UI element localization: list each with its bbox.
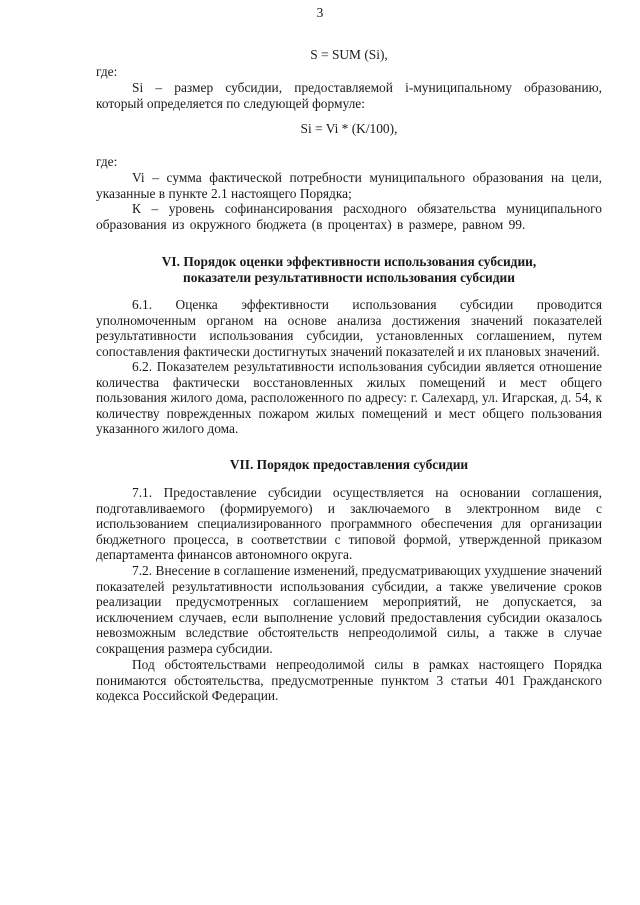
section-6-title-line1: VI. Порядок оценки эффективности использования субсидии, [161,254,537,269]
formula-si: Si = Vi * (K/100), [300,121,398,136]
si-definition-line1: Si – размер субсидии, предоставляемой i-муниципальному образованию, [132,80,602,95]
where-label-2: где: [96,154,118,169]
section-7-title: VII. Порядок предоставления субсидии [229,457,469,472]
formula-total: S = SUM (Si), [310,47,388,62]
section-6-title-line2: показатели результативности использования субсидии [183,270,515,285]
paragraph-6-2: 6.2. Показателем результативности использования субсидии является отношение количества фактически восстановленных жилых помещений и мест общего пользования жилого дома, расположенного по адресу: г. Салехард, ул. Игарская, д. 54, к количеству поврежденных пожаром жилых помещений и мест общего пользования указанного жилого дома. [96,359,602,437]
paragraph-7-2: 7.2. Внесение в соглашение изменений, предусматривающих ухудшение значений показателей результативности использования субсидии, а также увеличение сроков реализации предусмотренных соглашением мероприятий, не допускается, за исключением случаев, если выполнение условий предоставления субсидии оказалось невозможным вследствие обстоятельств непреодолимой силы, а также в случае сокращения размера субсидии. [96,563,602,656]
si-definition-line2: который определяется по следующей формуле: [96,96,365,111]
paragraph-6-1: 6.1. Оценка эффективности использования субсидии проводится уполномоченным органом на основе анализа достижения значений показателей результативности использования субсидии, установленных соглашением, путем сопоставления фактически достигнутых значений показателей и их плановых значений. [96,297,602,359]
where-label: где: [96,64,118,79]
paragraph-7-1: 7.1. Предоставление субсидии осуществляется на основании соглашения, подготавливаемого (формируемого) и заключаемого в электронном виде с использованием специализированного программного обеспечения для организации бюджетного процесса, в соответствии с типовой формой, утвержденной приказом департамента финансов автономного округа. [96,485,602,563]
page-number: 3 [316,5,324,20]
paragraph-force-majeure: Под обстоятельствами непреодолимой силы в рамках настоящего Порядка понимаются обстоятельства, предусмотренные пунктом 3 статьи 401 Гражданского кодекса Российской Федерации. [96,657,602,704]
vi-definition: Vi – сумма фактической потребности муниципального образования на цели, указанные в пункте 2.1 настоящего Порядка; [96,170,602,201]
k-definition: К – уровень софинансирования расходного обязательства муниципального образования из окружного бюджета (в процентах) в размере, равном 99. [96,201,602,232]
